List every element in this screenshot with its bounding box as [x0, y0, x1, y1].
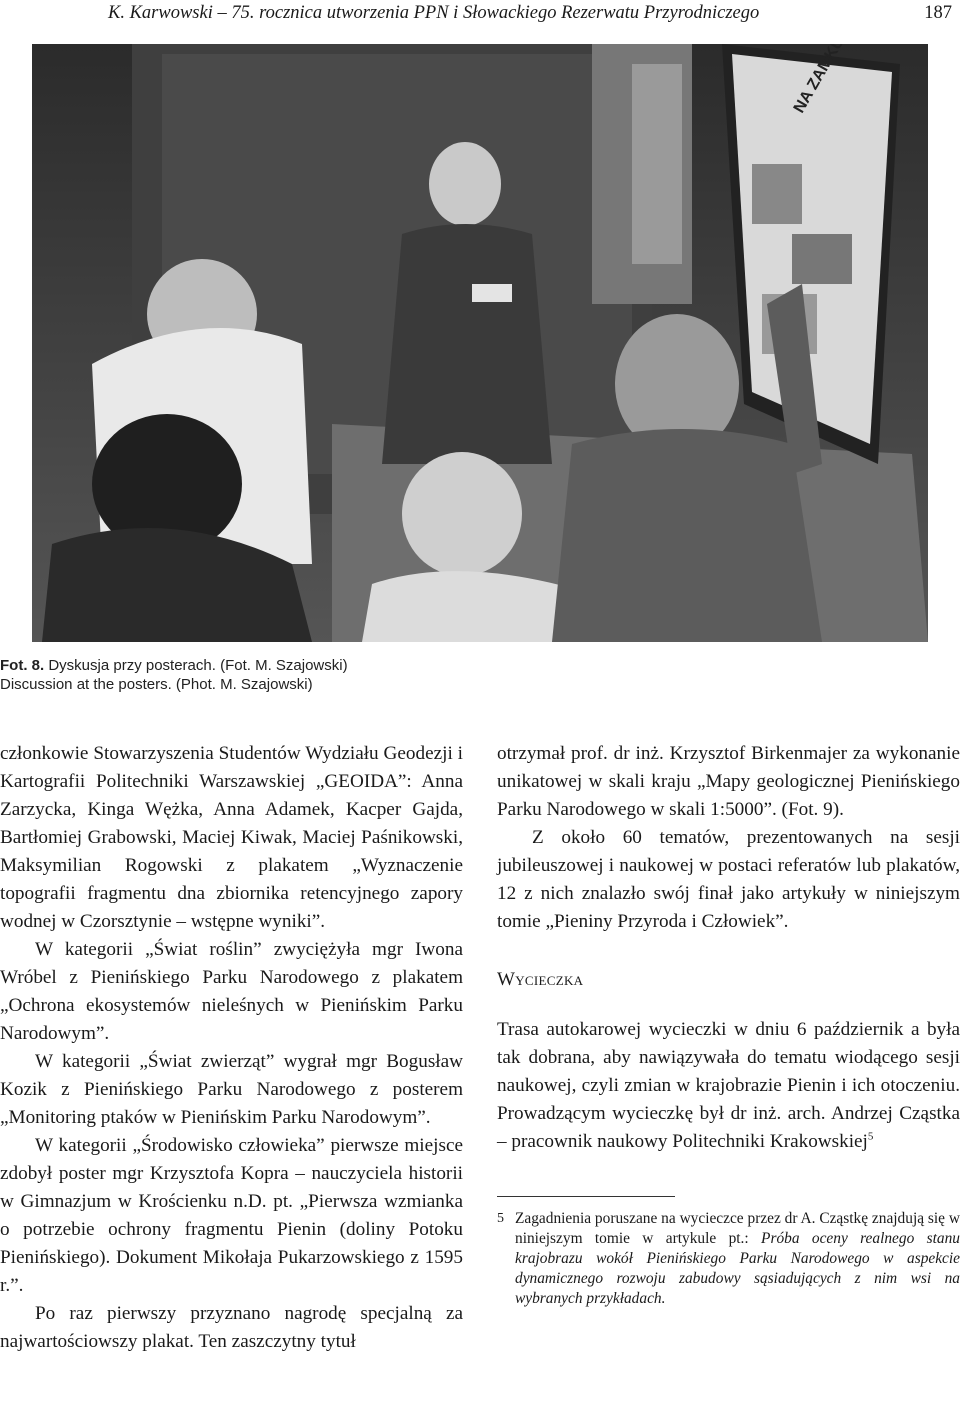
figure-caption — [0, 656, 700, 694]
caption-pl — [0, 656, 700, 675]
paragraph: W kategorii „Środowisko człowieka” pierwsze miejsce zdobył poster mgr Krzysztofa Kopra – nauczyciela historii w Gimnazjum w Krościenku n.D. pt. „Pierwsza wzmianka o potrzebie ochrony fragmentu Pienin (doliny Potoku Pienińskiego). Dokument Mikołaja Pukarzowskiego z 1595 r.”. — [0, 1135, 463, 1296]
paragraph: członkowie Stowarzyszenia Studentów Wydziału Geodezji i Kartografii Politechniki Warszawskiej „GEOIDA”: Anna Zarzycka, Kinga Wężka, Anna Adamek, Kacper Gajda, Bartłomiej Grabowski, Maciej Kiwak, Maciej Paśnikowski, Maksymilian Rogowski z plakatem „Wyznaczenie topografii fragmentu dna zbiornika retencyjnego zapory wodnej w Czorsztynie – wstępne wyniki”. — [0, 743, 463, 932]
running-title: K. Karwowski – 75. rocznica utworzenia PPN i Słowackiego Rezerwatu Przyrodniczego — [108, 3, 760, 23]
photograph — [32, 44, 928, 642]
paragraph: Z około 60 tematów, prezentowanych na sesji jubileuszowej i naukowej w postaci referatów lub plakatów, 12 z nich znalazło swój finał jako artykuły w niniejszym tomie „Pieniny Przyroda i Człowiek”. — [497, 827, 960, 932]
footnote-ref: 5 — [867, 1130, 874, 1143]
paragraph: W kategorii „Świat roślin” zwyciężyła mgr Iwona Wróbel z Pienińskiego Parku Narodowego z plakatem „Ochrona ekosystemów nieleśnych w Pienińskim Parku Narodowym”. — [0, 939, 463, 1044]
page-number: 187 — [924, 3, 952, 23]
paragraph-text: Trasa autokarowej wycieczki w dniu 6 październik a była tak dobrana, aby nawiązywała do tematu wiodącego sesji naukowej, czyli zmian w krajobrazie Pienin i ich otoczeniu. Prowadzącym wycieczkę był dr inż. arch. Andrzej Cząstka – pracownik naukowy Politechniki Krakowskiej — [497, 1019, 960, 1152]
footnote-rule — [497, 1196, 675, 1197]
paragraph: Po raz pierwszy przyznano nagrodę specjalną za najwartościowszy plakat. Ten zaszczytny tytuł — [0, 1303, 463, 1352]
running-header — [108, 0, 960, 26]
footnote-number: 5 — [497, 1211, 504, 1226]
caption-pl-text: Dyskusja przy posterach. (Fot. M. Szajowski) — [48, 657, 348, 674]
footnote — [497, 1209, 960, 1309]
footnote-text: Zagadnienia poruszane na wycieczce przez dr A. Cząstkę znajdują się w niniejszym tomie w artykule pt.: — [515, 1210, 960, 1247]
right-column — [497, 740, 960, 1309]
paragraph: otrzymał prof. dr inż. Krzysztof Birkenmajer za wykonanie unikatowej w skali kraju „Mapy geologicznej Pienińskiego Parku Narodowego w skali 1:5000”. (Fot. 9). — [497, 743, 960, 820]
footnote-title: Próba oceny realnego stanu krajobrazu wokół Pienińskiego Parku Narodowego w aspekcie dynamicznego rozwoju zabudowy sąsiadujących z nim wsi na wybranych przykładach. — [515, 1230, 960, 1307]
photo-scene — [32, 44, 928, 642]
caption-label: Fot. 8. — [0, 657, 45, 674]
paragraph: W kategorii „Świat zwierząt” wygrał mgr Bogusław Kozik z Pienińskiego Parku Narodowego z posterem „Monitoring ptaków w Pienińskim Parku Narodowym”. — [0, 1051, 463, 1128]
paragraph — [497, 1016, 960, 1156]
left-column — [0, 740, 463, 1356]
caption-en: Discussion at the posters. (Phot. M. Szajowski) — [0, 676, 313, 693]
section-heading: Wycieczka — [497, 969, 584, 990]
